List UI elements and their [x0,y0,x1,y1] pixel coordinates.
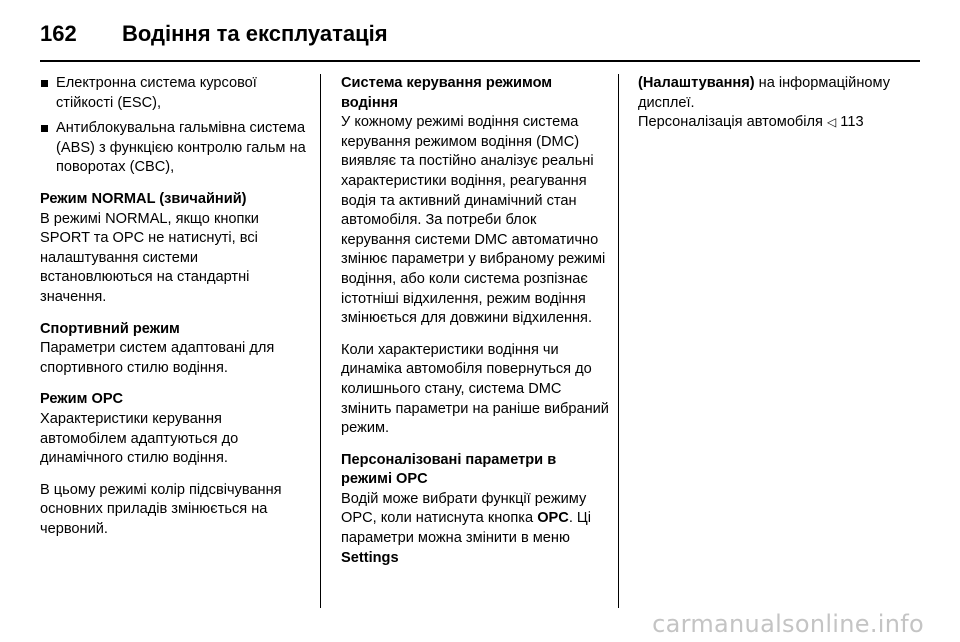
continued-text: на інформаційному дисплеї. [638,75,890,111]
paragraph-sport: Параметри систем адаптовані для спортивного стилю водіння. [40,340,275,376]
page-ref-arrow-icon: ◁ [827,115,837,130]
column-divider-2 [618,74,619,608]
column-2 [341,74,609,580]
paragraph-dmc-1: У кожному режимі водіння система керування режимом водіння (DMC) виявляє та постійно аналізує реальні характеристики водіння, реагування водія та активний динамічний стан автомобіля. За потреби блок керування системи DMC автоматично змінює параметри у вибраному режимі водіння, або коли система розпізнає істотніші відхилення, режим водіння змінюється для довжини відхилення. [341,114,606,327]
list-item: Антиблокувальна гальмівна система (ABS) з функцією контролю гальм на поворотах (CBC), [40,119,310,178]
paragraph-normal: В режимі NORMAL, якщо кнопки SPORT та OPC не натиснуті, всі налаштування системи встановлюються на стандартні значення. [40,210,259,305]
paragraph-custom [341,490,609,568]
list-item: Електронна система курсової стійкості (ESC), [40,74,310,113]
settings-menu-name: Settings [341,549,399,566]
section-heading-normal: Режим NORMAL (звичайний) [40,190,247,207]
custom-text-a: Водій може вибрати функції режиму OPC, коли натиснута кнопка [341,490,587,527]
section-heading-opc: Режим OPC [40,391,124,408]
paragraph-dmc-2: Коли характеристики водіння чи динаміка автомобіля повернуться до колишнього стану, система DMC змінить параметри на раніше вибраний режим. [341,341,609,437]
cross-reference-text: Персоналізація автомобіля [638,114,828,131]
header-divider [40,60,920,62]
cross-reference-page: 113 [836,114,864,131]
section-heading-custom: Персоналізовані параметри в режимі OPC [341,451,557,488]
column-divider-1 [320,74,321,608]
chapter-title: Водіння та експлуатація [122,21,388,46]
settings-label: (Налаштування) [638,75,755,91]
opc-button-name: OPC [537,510,569,527]
paragraph-opc-1: Характеристики керування автомобілем адаптуються до динамічного стилю водіння. [40,410,239,467]
page-header [40,14,388,54]
feature-list [40,74,310,178]
watermark: carmanualsonline.info [652,610,924,638]
section-heading-dmc: Система керування режимом водіння [341,75,553,111]
custom-text-b: . Ці параметри можна змінити в меню [341,510,591,547]
paragraph-opc-2: В цьому режимі колір підсвічування основних приладів змінюється на червоний. [40,481,282,537]
column-1 [40,74,310,551]
page-number: 162 [40,21,77,46]
paragraph-continued [638,74,920,133]
column-3 [638,74,920,145]
section-heading-sport: Спортивний режим [40,320,180,337]
